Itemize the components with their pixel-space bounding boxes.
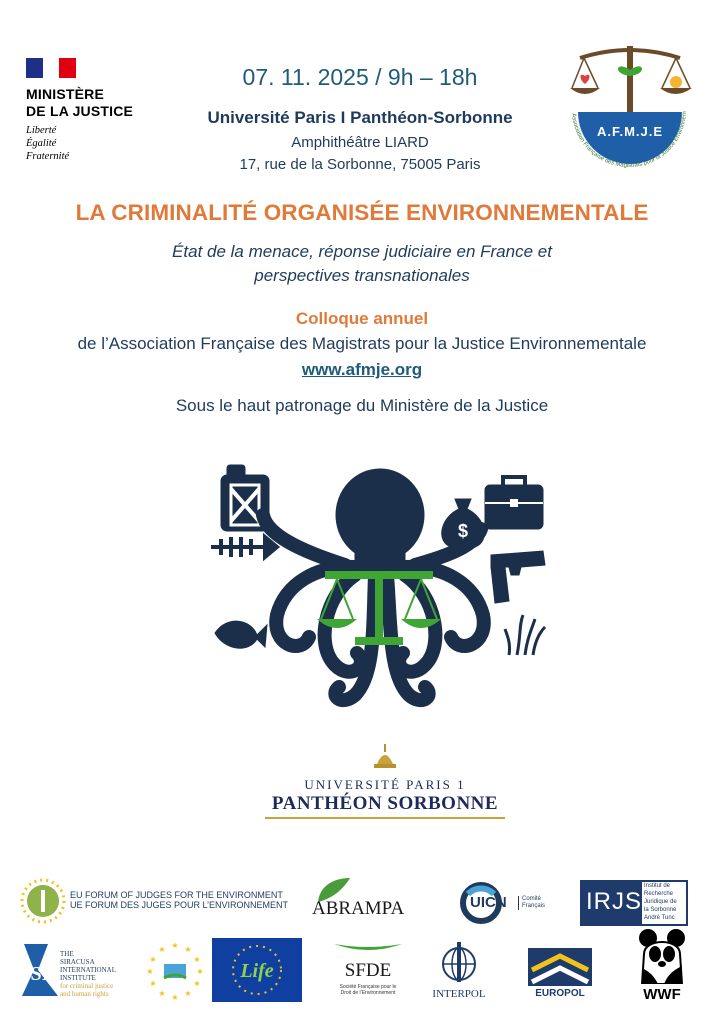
afmje-acronym: A.F.M.J.E — [596, 124, 664, 139]
fish-icon — [215, 621, 267, 648]
event-university: Université Paris I Panthéon-Sorbonne — [207, 108, 513, 127]
gun-icon — [491, 551, 545, 603]
svg-text:SI: SI — [30, 963, 50, 985]
wwf-text: WWF — [643, 986, 681, 1003]
uicn-text: UICN — [470, 894, 507, 911]
irjs-text: IRJS — [586, 888, 643, 915]
sorbonne-underline — [265, 817, 505, 819]
dome-icon — [370, 742, 400, 772]
afmje-logo — [556, 40, 702, 170]
sfde-sub1: Société Française pour le — [339, 984, 397, 990]
ministry-line2: DE LA JUSTICE — [26, 103, 134, 119]
fish-skeleton-icon — [211, 537, 277, 557]
afmje-ring-text: Association Française des Magistrats pour la Justice Environnem — [570, 111, 689, 170]
motto-egalite: Égalité — [26, 138, 57, 149]
life-text: Life — [240, 960, 274, 982]
irjs-sub-4: André Tunc — [644, 915, 675, 921]
siracusa-4: for criminal justice — [60, 982, 114, 990]
svg-text:★: ★ — [171, 941, 179, 950]
uicn-logo — [458, 880, 568, 928]
siracusa-logo — [18, 940, 128, 1004]
wwf-logo — [634, 928, 690, 1006]
siracusa-0: THE — [60, 950, 74, 958]
octopus-illustration — [205, 455, 550, 715]
svg-text:★: ★ — [149, 955, 157, 964]
siracusa-2: INTERNATIONAL — [60, 966, 116, 974]
event-amphi: Amphithéâtre LIARD — [291, 134, 429, 151]
siracusa-emblem-icon — [18, 940, 62, 1000]
eu-stars-logo — [146, 940, 204, 1002]
eu-forum-line2: UE FORUM DES JUGES POUR L’ENVIRONNEMENT — [70, 900, 289, 910]
page-title: LA CRIMINALITÉ ORGANISÉE ENVIRONNEMENTALE — [75, 200, 649, 225]
siracusa-3: INSTITUTE — [60, 974, 96, 982]
website-link-wrap — [0, 360, 724, 380]
subtitle-line1: État de la menace, réponse judiciaire en France et — [172, 242, 552, 261]
interpol-text: INTERPOL — [432, 988, 486, 1000]
event-date: 07. 11. 2025 / 9h – 18h — [242, 64, 478, 90]
uicn-sub2: Français — [522, 903, 546, 909]
motto-fraternite: Fraternité — [26, 151, 70, 162]
subtitle-line2: perspectives transnationales — [254, 266, 470, 285]
abrampa-logo — [308, 876, 438, 924]
irjs-sub-3: la Sorbonne — [644, 907, 677, 913]
association-name: de l’Association Française des Magistrats pour la Justice Environnementale — [77, 334, 647, 353]
sorbonne-logo — [260, 742, 510, 822]
irjs-sub-0: Institut de — [644, 883, 671, 889]
panda-icon — [634, 928, 690, 984]
patronage-text: Sous le haut patronage du Ministère de la Justice — [175, 396, 549, 415]
svg-text:★: ★ — [146, 967, 154, 976]
sorbonne-main: PANTHÉON SORBONNE — [271, 793, 499, 814]
sfde-wing-icon — [328, 940, 408, 958]
svg-text:★: ★ — [149, 979, 157, 988]
uicn-sub1: Comité — [522, 896, 542, 902]
life-logo — [212, 938, 302, 1002]
irjs-sub-1: Recherche — [644, 891, 674, 897]
svg-text:★: ★ — [196, 967, 204, 976]
siracusa-1: SIRACUSA — [60, 958, 95, 966]
svg-text:★: ★ — [184, 945, 192, 954]
eu-stars-icon — [146, 940, 204, 1002]
europol-chevron-icon — [528, 948, 592, 986]
svg-text:$: $ — [457, 521, 469, 541]
eu-forum-line1: EU FORUM OF JUDGES FOR THE ENVIRONMENT — [70, 890, 283, 900]
briefcase-icon — [485, 477, 543, 529]
svg-text:★: ★ — [184, 989, 192, 998]
interpol-logo — [424, 940, 494, 1004]
svg-text:★: ★ — [158, 945, 166, 954]
svg-text:★: ★ — [193, 955, 201, 964]
abrampa-text: ABRAMPA — [312, 898, 405, 919]
svg-text:★: ★ — [193, 979, 201, 988]
sfde-text: SFDE — [344, 960, 392, 981]
svg-text:★: ★ — [158, 989, 166, 998]
sfde-sub2: Droit de l’Environnement — [340, 990, 396, 996]
event-address: 17, rue de la Sorbonne, 75005 Paris — [239, 156, 481, 173]
french-flag-icon — [26, 58, 76, 78]
eu-forum-logo — [20, 878, 289, 924]
siracusa-5: and human rights — [60, 990, 109, 998]
money-bag-icon — [442, 499, 485, 547]
europol-logo — [528, 948, 592, 1000]
svg-text:★: ★ — [171, 993, 179, 1002]
irjs-logo — [580, 880, 688, 926]
sfde-logo — [328, 940, 408, 1004]
motto-liberte: Liberté — [26, 125, 57, 136]
sorbonne-top: UNIVERSITÉ PARIS 1 — [304, 777, 466, 792]
eu-forum-emblem-icon — [20, 878, 66, 924]
irjs-sub-2: Juridique de — [644, 899, 677, 905]
ministry-line1: MINISTÈRE — [26, 86, 105, 102]
website-link[interactable]: www.afmje.org — [301, 360, 423, 379]
europol-text: EUROPOL — [535, 988, 585, 999]
colloque-label: Colloque annuel — [295, 309, 429, 328]
grass-icon — [505, 615, 545, 655]
interpol-globe-icon — [439, 940, 479, 984]
